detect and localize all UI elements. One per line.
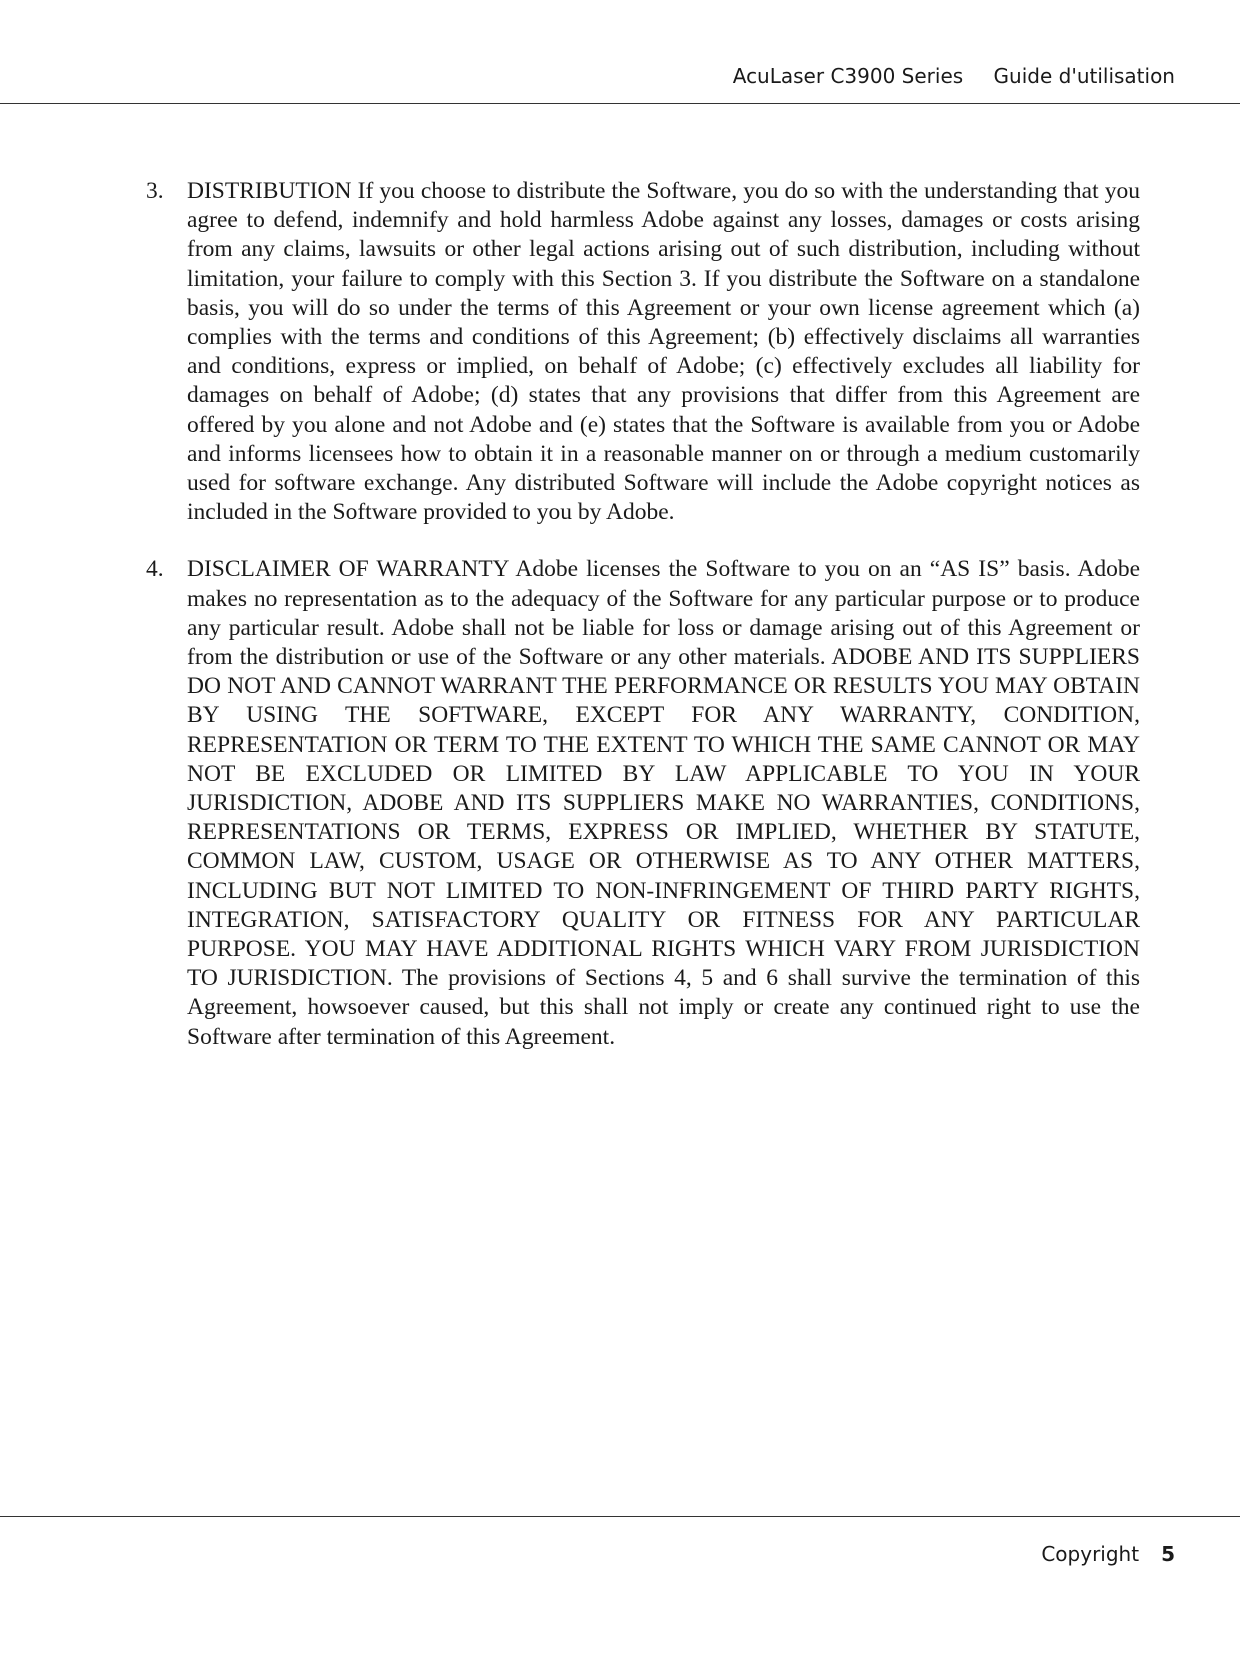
list-item-number: 3. (146, 178, 164, 204)
page-number: 5 (1161, 1542, 1175, 1566)
page-footer (1041, 1542, 1175, 1566)
footer-section-name: Copyright (1041, 1542, 1140, 1566)
header-divider (0, 103, 1240, 104)
license-terms-list (146, 177, 1140, 1080)
list-item (146, 177, 1140, 527)
footer-divider (0, 1516, 1240, 1517)
list-item-text: DISTRIBUTION If you choose to distribute the Software, you do so with the understanding that you agree to defend, indemnify and hold harmless Adobe against any losses, damages or costs arising from any claims, lawsuits or other legal actions arising out of such distribution, including without limitation, your failure to comply with this Section 3. If you distribute the Software on a standalone basis, you will do so under the terms of this Agreement or your own license agreement which (a) complies with the terms and conditions of this Agreement; (b) effectively disclaims all warranties and conditions, express or implied, on behalf of Adobe; (c) effectively excludes all liability for damages on behalf of Adobe; (d) states that any provisions that differ from this Agreement are offered by you alone and not Adobe and (e) states that the Software is available from you or Adobe and informs licensees how to obtain it in a reasonable manner on or through a medium customarily used for software exchange. Any distributed Software will include the Adobe copyright notices as included in the Software provided to you by Adobe. (187, 178, 1140, 526)
list-item (146, 555, 1140, 1051)
header-product-name: AcuLaser C3900 Series (732, 64, 964, 88)
list-item-number: 4. (146, 556, 164, 583)
page-header (733, 64, 1175, 88)
list-item-text: DISCLAIMER OF WARRANTY Adobe licenses the Software to you on an “AS IS” basis. Adobe makes no representation as to the adequacy of the Software for any particular purpose or to produce any particular result. Adobe shall not be liable for loss or damage arising out of this Agreement or from the distribution or use of the Software or any other materials. ADOBE AND ITS SUPPLIERS DO NOT AND CANNOT WARRANT THE PERFORMANCE OR RESULTS YOU MAY OBTAIN BY USING THE SOFTWARE, EXCEPT FOR ANY WARRANTY, CONDITION, REPRESENTATION OR TERM TO THE EXTENT TO WHICH THE SAME CANNOT OR MAY NOT BE EXCLUDED OR LIMITED BY LAW APPLICABLE TO YOU IN YOUR JURISDICTION, ADOBE AND ITS SUPPLIERS MAKE NO WARRANTIES, CONDITIONS, REPRESENTATIONS OR TERMS, EXPRESS OR IMPLIED, WHETHER BY STATUTE, COMMON LAW, CUSTOM, USAGE OR OTHERWISE AS TO ANY OTHER MATTERS, INCLUDING BUT NOT LIMITED TO NON-INFRINGEMENT OF THIRD PARTY RIGHTS, INTEGRATION, SATISFACTORY QUALITY OR FITNESS FOR ANY PARTICULAR PURPOSE. YOU MAY HAVE ADDITIONAL RIGHTS WHICH VARY FROM JURISDICTION TO JURISDICTION. The provisions of Sections 4, 5 and 6 shall survive the termination of this Agreement, howsoever caused, but this shall not imply or create any continued right to use the Software after termination of this Agreement. (187, 556, 1140, 1050)
header-guide-title: Guide d'utilisation (993, 64, 1175, 88)
